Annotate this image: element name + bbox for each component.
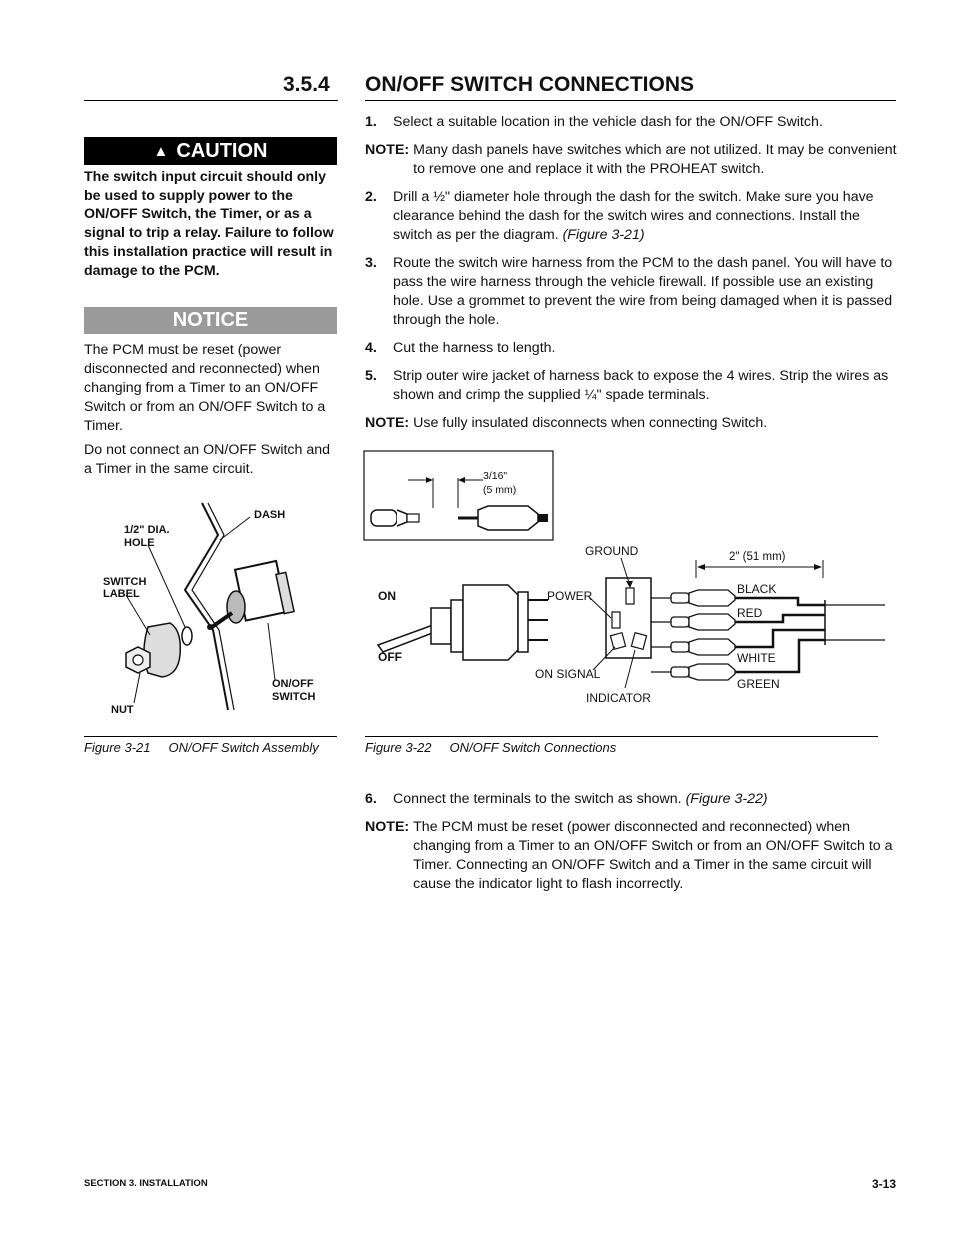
figure-reference: (Figure 3-21) <box>562 227 645 243</box>
figure-3-21-caption <box>84 740 319 755</box>
step-item <box>365 790 900 809</box>
fig22-label-white: WHITE <box>737 651 776 665</box>
fig21-label-dash: DASH <box>254 509 286 521</box>
step-number: 6. <box>365 791 377 807</box>
caution-banner <box>84 137 337 165</box>
fig22-label-off: OFF <box>378 650 402 664</box>
note-label: NOTE: <box>365 819 410 835</box>
right-title-rule <box>365 100 896 101</box>
caution-text: The switch input circuit should only be used to supply power to the ON/OFF Switch, the Timer, or as a signal to trip a relay. Failure to follow this installation practice will result in damage to the PCM. <box>84 169 334 279</box>
figure-3-21-rule <box>84 736 337 737</box>
caption-number: Figure 3-21 <box>84 740 151 755</box>
step-number: 4. <box>365 340 377 356</box>
notice-paragraph: Do not connect an ON/OFF Switch and a Timer in the same circuit. <box>84 442 331 477</box>
step-item <box>365 188 900 245</box>
steps-bottom <box>365 790 900 903</box>
note-label: NOTE: <box>365 415 410 431</box>
warning-icon: ▲ <box>153 142 169 160</box>
footer-section-label: SECTION 3. INSTALLATION <box>84 1178 208 1189</box>
step-text: Route the switch wire harness from the PCM to the dash panel. You will have to pass the wire harness through the vehicle firewall. If possible use an existing hole. Use a grommet to prevent the wire from being damaged when it is passed through the hole. <box>393 255 893 328</box>
notice-paragraph: The PCM must be reset (power disconnected and reconnected) when changing from a Timer to an ON/OFF Switch or from an ON/OFF Switch to a Timer. <box>84 342 326 434</box>
caption-title: ON/OFF Switch Assembly <box>168 740 319 755</box>
step-item <box>365 254 900 330</box>
fig22-label-ground: GROUND <box>585 544 639 558</box>
note-item <box>365 141 900 179</box>
caption-number: Figure 3-22 <box>365 740 432 755</box>
figure-reference: (Figure 3-22) <box>685 791 768 807</box>
fig22-label-strip: 3/16" <box>483 470 508 482</box>
figure-3-22-caption <box>365 740 616 755</box>
fig21-label-hole-2: HOLE <box>124 537 155 549</box>
step-number: 3. <box>365 255 377 271</box>
fig22-label-strip-2: (5 mm) <box>483 484 517 496</box>
fig22-label-on-signal: ON SIGNAL <box>535 667 601 681</box>
step-item <box>365 113 900 132</box>
fig22-label-power: POWER <box>547 589 593 603</box>
step-item <box>365 367 900 405</box>
note-item <box>365 818 900 894</box>
notice-body <box>84 341 338 484</box>
page-number: 3-13 <box>871 1177 896 1191</box>
figure-3-22-illustration <box>363 450 888 730</box>
step-text: Cut the harness to length. <box>393 340 556 356</box>
fig22-label-length: 2" (51 mm) <box>729 551 786 563</box>
section-number: 3.5.4 <box>283 73 330 96</box>
fig21-label-onoff: ON/OFF <box>272 678 314 690</box>
fig21-label-switch-label: SWITCH <box>103 576 147 588</box>
step-item <box>365 339 900 358</box>
step-text: Select a suitable location in the vehicle dash for the ON/OFF Switch. <box>393 114 823 130</box>
fig22-label-black: BLACK <box>737 582 777 596</box>
step-text: Connect the terminals to the switch as shown. <box>393 791 682 807</box>
section-title: ON/OFF SWITCH CONNECTIONS <box>365 73 694 96</box>
figure-3-22-rule <box>365 736 878 737</box>
step-text: Drill a ½" diameter hole through the dash for the switch. Make sure you have clearance behind the dash for the switch wires and connections. Install the switch as per the diagram. <box>393 189 874 243</box>
step-text: Strip outer wire jacket of harness back to expose the 4 wires. Strip the wires as shown and crimp the supplied ¼" spade terminals. <box>393 368 889 403</box>
step-number: 2. <box>365 189 377 205</box>
note-text: Use fully insulated disconnects when connecting Switch. <box>413 415 768 431</box>
note-text: Many dash panels have switches which are not utilized. It may be convenient to remove one and replace it with the PROHEAT switch. <box>413 142 897 177</box>
fig21-label-onoff-2: SWITCH <box>272 691 316 703</box>
step-number: 1. <box>365 114 377 130</box>
step-text-wrap <box>393 790 900 809</box>
fig22-label-green: GREEN <box>737 677 780 691</box>
fig22-label-red: RED <box>737 606 763 620</box>
fig22-label-indicator: INDICATOR <box>586 691 651 705</box>
note-text: The PCM must be reset (power disconnected and reconnected) when changing from a Timer to an ON/OFF Switch or from an ON/OFF Switch to a Timer. Connecting an ON/OFF Switch and a Timer in the same circuit will cause the indicator light to flash incorrectly. <box>413 819 893 892</box>
notice-banner <box>84 307 337 334</box>
fig21-label-switch-label-2: LABEL <box>103 588 140 600</box>
note-label: NOTE: <box>365 142 410 158</box>
steps-top <box>365 113 900 442</box>
caution-label: CAUTION <box>176 139 268 162</box>
left-title-rule <box>84 100 338 101</box>
step-text-wrap <box>393 188 900 245</box>
fig21-label-hole: 1/2" DIA. <box>124 524 170 536</box>
fig21-label-nut: NUT <box>111 704 134 716</box>
fig22-label-on: ON <box>378 589 396 603</box>
caption-title: ON/OFF Switch Connections <box>449 740 617 755</box>
notice-label: NOTICE <box>172 309 249 331</box>
step-number: 5. <box>365 368 377 384</box>
note-item <box>365 414 900 433</box>
